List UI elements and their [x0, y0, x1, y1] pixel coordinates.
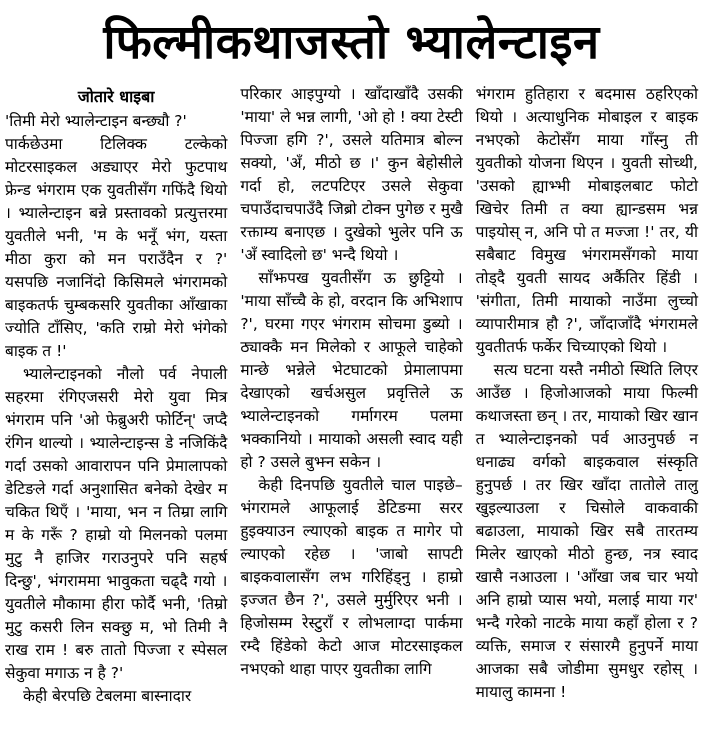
- byline: जोतारे धाइबा: [77, 86, 155, 106]
- article-column-3: [476, 83, 698, 704]
- article-paragraph: सत्य घटना यस्तै नमीठो स्थिति लिएर आउँछ । हिजोआजको माया फिल्मी कथाजस्ता छन् । तर, मायाको खिर खान त भ्यालेन्टाइनको पर्व आउनुपर्छ न धनाढ्य वर्गको बाइकवाल संस्कृति हुनुपर्छ । तर खिर खाँदा तातोले तालु खुइल्याउला र चिसोले वाकवाकी बढाउला, मायाको खिर सबै तारतम्य मिलेर खाएको मीठो हुन्छ, नत्र स्वाद खासै नआउला । 'आँखा जब चार भयो अनि हाम्रो प्यास भयो, मलाई माया गर' भन्दै गरेको नाटके माया कहाँ होला र ? व्यक्ति, समाज र संसारमै हुनुपर्ने माया आजका सबै जोडीमा सुमधुर रहोस् । मायालु कामना !: [475, 360, 698, 701]
- headline: फिल्मीकथाजस्तो भ्यालेन्टाइन: [103, 15, 600, 70]
- article-paragraph: केही बेरपछि टेबलमा बास्नादार: [23, 686, 192, 705]
- article-paragraph: पार्कछेउमा टिलिक्क टल्केको मोटरसाइकल अड्याएर मेरो फुटपाथ फ्रेन्ड भंगराम एक युवतीसँग गफिंदै थियो । भ्यालेन्टाइन बन्ने प्रस्तावको प्रत्युत्तरमा युवतीले भनी, 'म के भनूँ भंग, यस्ता मीठा कुरा को मन पराउँदैन र ?' यसपछि नजानिंदो किसिमले भंगरामको बाइकतर्फ चुम्बकसरि युवतीका आँखाका ज्योति टाँसिए, 'कति राम्रो मेरो भंगेको बाइक त !': [5, 134, 228, 360]
- article-column-2: [240, 83, 462, 681]
- article-paragraph: परिकार आइपुग्यो । खाँदाखाँदै उसकी 'माया' ले भन्न लागी, 'ओ हो ! क्या टेस्टी पिज्जा हगि ?', उसले यतिमात्र बोल्न सक्यो, 'अँ, मीठो छ ।' कुन बेहोसीले गर्दा हो, लटपटिएर उसले सेकुवा चपाउँदाचपाउँदै जिब्रो टोक्न पुगेछ र मुखै रक्ताम्य बनाएछ । दुखेको भुलेर पनि ऊ 'अँ स्वादिलो छ' भन्दै थियो ।: [240, 84, 463, 264]
- article-body: [5, 83, 698, 708]
- article-paragraph: भ्यालेन्टाइनको नौलो पर्व नेपाली सहरमा रंगिएजसरी मेरो युवा मित्र भंगराम पनि 'ओ फेब्रुअरी फोर्टिन्' जप्दै रंगिन थाल्यो । भ्यालेन्टाइन्स डे नजिकिंदै गर्दा उसको आवारापन पनि प्रेमालापको डेटिङले गर्दा अनुशासित बनेको देखेर म चकित थिएँ । 'माया, भन न तिम्रा लागि म के गरूँ ? हाम्रो यो मिलनको पलमा मुटु नै हाजिर गराउनुपरे पनि सहर्ष दिन्छु', भंगराममा भावुकता चढ्दै गयो । युवतीले मौकामा हीरा फोर्दै भनी, 'तिम्रो मुटु कसरी लिन सक्छु म, भो तिमी नै राख राम ! बरु तातो पिज्जा र स्पेसल सेकुवा मगाऊ न है ?': [5, 364, 228, 682]
- article-column-1: [5, 83, 227, 708]
- article-paragraph: 'तिमी मेरो भ्यालेन्टाइन बन्छ्यौ ?': [5, 111, 187, 130]
- article-paragraph: केही दिनपछि युवतीले चाल पाइछे– भंगरामले आफूलाई डेटिङमा सरर हुइक्याउन ल्याएको बाइक त मागेर पो ल्याएको रहेछ । 'जाबो सापटी बाइकवालासँग लभ गरिहिंड्नु । हाम्रो इज्जत छैन ?', उसले मुर्मुरिएर भनी । हिजोसम्म रेस्टुराँ र लोभलाग्दा पार्कमा रम्दै हिंडेको केटो आज मोटरसाइकल नभएको थाहा पाएर युवतीका लागि: [240, 475, 463, 678]
- article-paragraph: भंगराम हुतिहारा र बदमास ठहरिएको थियो । अत्याधुनिक मोबाइल र बाइक नभएको केटोसँग माया गाँस्नु ती युवतीको योजना थिएन । युवती सोच्थी, 'उसको ह्याभ्भी मोबाइलबाट फोटो खिचेर तिमी त क्या ह्यान्डसम भन्न पाइयोस् न, अनि पो त मज्जा !' तर, यी सबैबाट विमुख भंगरामसँगको माया तोड्दै युवती सायद अर्कैतिर हिंडी । 'संगीता, तिमी मायाको नाउँमा लुच्चो व्यापारीमात्र हौ ?', जाँदाजाँदै भंगरामले युवतीतर्फ फर्केर चिच्याएको थियो ।: [475, 84, 698, 356]
- article-paragraph: साँझपख युवतीसँग ऊ छुट्टियो । 'माया साँच्चै के हो, वरदान कि अभिशाप ?', घरमा गएर भंगराम सोचमा डुब्यो । ठ्याक्कै मन मिलेको र आफूले चाहेको मान्छे भन्नेले भेटघाटको प्रेमालापमा देखाएको खर्चअसुल प्रवृत्तिले ऊ भ्यालेन्टाइनको गर्मागरम पलमा भक्कानियो । मायाको असली स्वाद यही हो ? उसले बुझ्न सकेन ।: [240, 268, 463, 471]
